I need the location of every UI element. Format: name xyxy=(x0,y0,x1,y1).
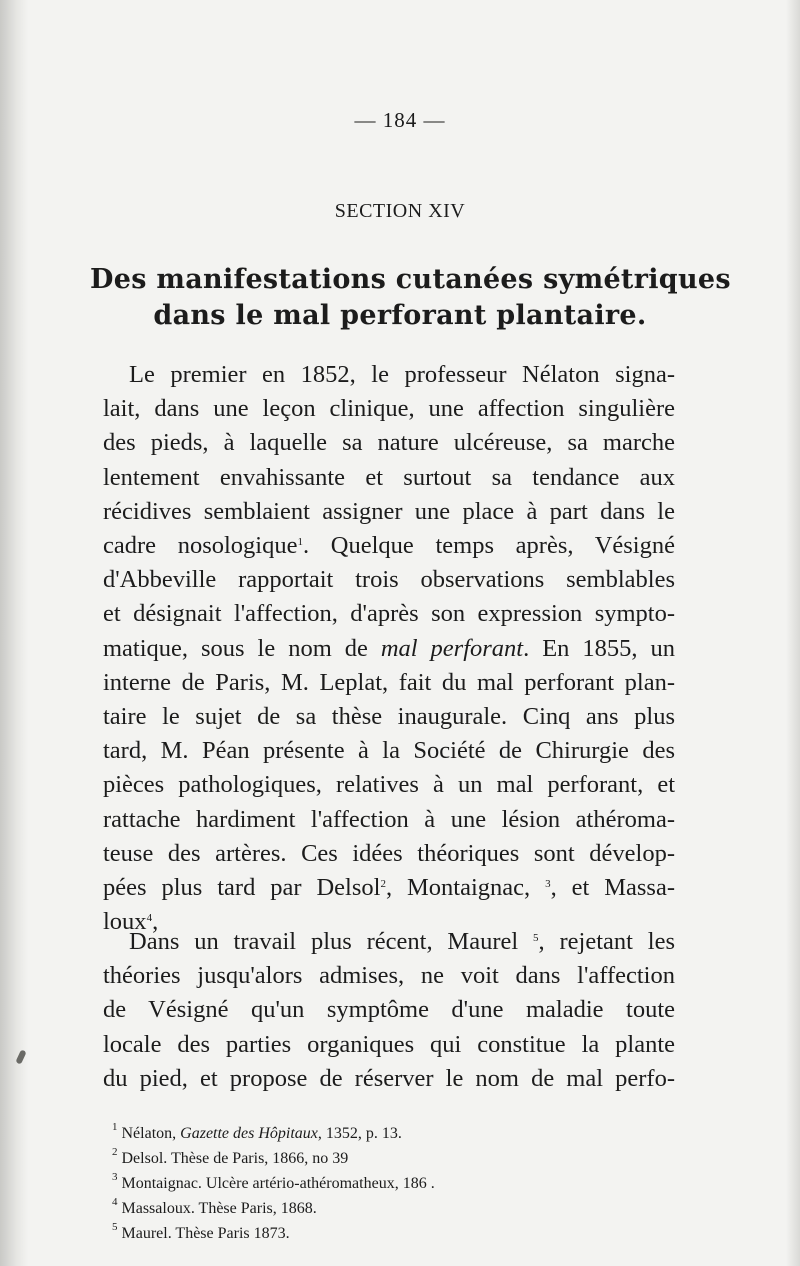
text-line: d'Abbeville rapportait trois observations semblables xyxy=(103,566,675,594)
title-line: dans le mal perforant plantaire. xyxy=(153,300,647,331)
page-edge-shadow xyxy=(0,0,28,1266)
text-line: loux$^4$, xyxy=(103,908,159,936)
footnote-ref: 4 xyxy=(146,912,153,925)
text-line: taire le sujet de sa thèse inaugurale. Cinq ans plus xyxy=(103,703,675,731)
text-line: teuse des artères. Ces idées théoriques sont dévelop- xyxy=(103,839,675,867)
text-line: et désignait l'affection, d'après son expression sympto- xyxy=(103,600,675,628)
text-line: rattache hardiment l'affection à une lésion athéroma- xyxy=(103,805,675,833)
text-line: interne de Paris, M. Leplat, fait du mal perforant plan- xyxy=(103,668,675,696)
text-line: pées plus tard par Delsol$^2$, Montaignac, $^3$, et Massa- xyxy=(103,874,676,902)
footnote: $^2$ Delsol. Thèse de Paris, 1866, no 39 xyxy=(112,1146,349,1167)
title-line: Des manifestations cutanées symétriques xyxy=(90,264,731,295)
text-line: théories jusqu'alors admises, ne voit dans l'affection xyxy=(103,962,675,990)
text-line: des pieds, à laquelle sa nature ulcéreuse, sa marche xyxy=(103,429,675,457)
footnote-ref: 1 xyxy=(297,536,303,549)
paragraph-2 xyxy=(103,925,675,1096)
text-line: locale des parties organiques qui constitue la plante xyxy=(103,1030,675,1058)
text-line: de Vésigné qu'un symptôme d'une maladie toute xyxy=(103,996,675,1024)
text-line: matique, sous le nom de mal perforant. En 1855, un xyxy=(103,634,675,662)
text-line: tard, M. Péan présente à la Société de Chirurgie des xyxy=(103,737,675,765)
text-line: Dans un travail plus récent, Maurel $^5$, rejetant les xyxy=(129,928,676,955)
footnote: $^5$ Maurel. Thèse Paris 1873. xyxy=(112,1221,290,1242)
text-line: du pied, et propose de réserver le nom de mal perfo- xyxy=(103,1064,675,1092)
text-line: Le premier en 1852, le professeur Nélaton signa- xyxy=(129,361,675,388)
chapter-title xyxy=(90,262,731,334)
footnote-ref: 3 xyxy=(545,878,551,891)
section-label: SECTION XIV xyxy=(334,200,466,222)
text-line: cadre nosologique$^1$. Quelque temps après, Vésigné xyxy=(103,532,675,560)
footnotes xyxy=(112,1121,672,1246)
text-line: lait, dans une leçon clinique, une affection singulière xyxy=(103,395,675,423)
text-line: récidives semblaient assigner une place à part dans le xyxy=(103,497,675,525)
footnote: $^4$ Massaloux. Thèse Paris, 1868. xyxy=(112,1196,317,1217)
footnote: $^1$ Nélaton, Gazette des Hôpitaux, 1352, p. 13. xyxy=(112,1121,402,1142)
page-right-edge xyxy=(786,0,800,1266)
footnote: $^3$ Montaignac. Ulcère artério-athéromatheux, 186 . xyxy=(112,1171,435,1192)
text-line: lentement envahissante et surtout sa tendance aux xyxy=(103,463,675,491)
text-line: pièces pathologiques, relatives à un mal perforant, et xyxy=(103,771,675,799)
footnote-ref: 2 xyxy=(380,878,386,891)
italic-term: mal perforant xyxy=(380,634,524,662)
paragraph-1 xyxy=(103,358,675,939)
page-number: — 184 — xyxy=(354,108,446,132)
footnote-ref: 5 xyxy=(533,932,539,944)
